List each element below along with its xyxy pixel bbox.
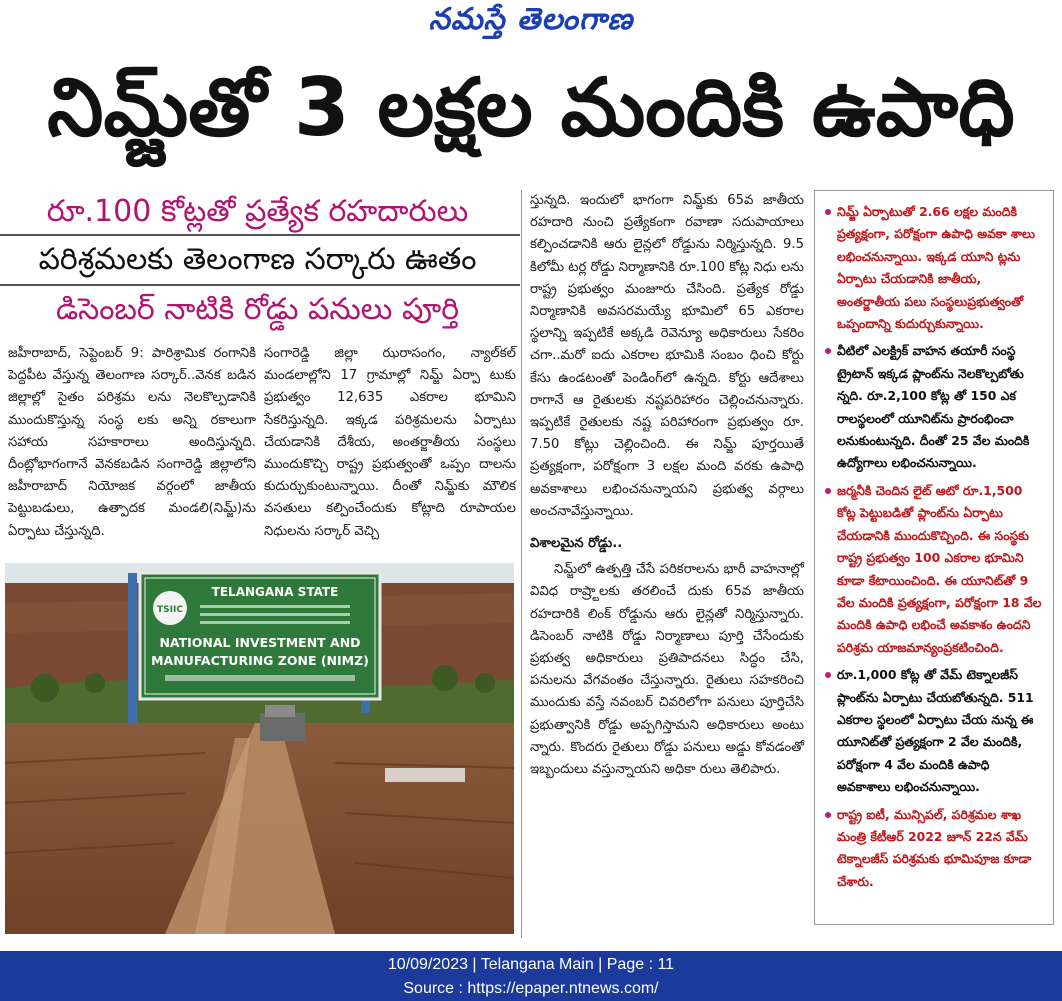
footer-bar xyxy=(0,951,1062,1001)
board-line: NATIONAL INVESTMENT AND xyxy=(159,635,361,650)
key-point-item xyxy=(825,664,1045,798)
section-heading: విశాలమైన రోడ్డు.. xyxy=(530,536,623,552)
key-point-text: రూ.1,000 కోట్ల తో వేమ్ టెక్నాలజీస్ ప్లాంట్‌ను ఏర్పాటు చేయబోతున్నది. 511 ఎకరాల స్థలంలో ఏర్పాటు చేయ నున్న ఈ యూనిట్‌తో ప్రత్యక్షంగా 2 వేల మందికి, పరోక్షంగా 4 వేల మందికి ఉపాధి అవకాశాలు లభించనున్నాయి. xyxy=(837,667,1034,795)
article-column-2 xyxy=(264,343,516,543)
article-column-3 xyxy=(530,190,804,781)
divider xyxy=(0,234,520,236)
subheading-roads: రూ.100 కోట్లతో ప్రత్యేక రహదారులు xyxy=(46,194,469,229)
bullet-icon xyxy=(825,348,831,354)
subheading-industries: పరిశ్రమలకు తెలంగాణ సర్కారు ఊతం xyxy=(38,242,477,277)
article-paragraph: సంగారెడ్డి జిల్లా ఝరాసంగం, న్యాల్‌కల్ మండలాల్లోని 17 గ్రామాల్లో నిమ్జ్ ఏర్పా టుకు ప్రభుత్వం 12,635 ఎకరాల భూమిని సేకరిస్తున్నది. ఇక్కడ పరిశ్రమలను ఏర్పాటు చేయడానికి దేశీయ, అంతర్జాతీయ సంస్థలు ముందుకొచ్చి రాష్ట్ర ప్రభుత్వంతో ఒప్పం దాలను కుదుర్చుకుంటున్నాయి. దీంతో నిమ్జ్‌కు మౌలిక వసతులు కల్పించేందుకు కోట్లాది రూపాయల నిధులను సర్కార్ వెచ్చి xyxy=(264,346,516,539)
bullet-icon xyxy=(825,812,831,818)
key-point-text: రాష్ట్ర ఐటీ, మున్సిపల్, పరిశ్రమల శాఖ మంత్రి కేటీఆర్ 2022 జూన్ 22న వేమ్ టెక్నాలజీస్ పరిశ్రమకు భూమిపూజ కూడా చేశారు. xyxy=(837,806,1032,889)
footer-source: Source : https://epaper.ntnews.com/ xyxy=(403,980,659,997)
key-points-box xyxy=(814,190,1054,925)
key-point-item xyxy=(825,340,1045,474)
key-point-text: వీటిలో ఎలక్ట్రిక్ వాహన తయారీ సంస్థ ట్రైటాన్ ఇక్కడ ప్లాంట్‌ను నెలకొల్పబోతు న్నది. రూ.2,100 కోట్ల తో 150 ఎక రాలస్థలంలో యూనిట్‌ను ప్రారంభించా లనుకుంటున్నది. దీంతో 25 వేల మందికి ఉద్యోగాలు లభించనున్నాయి. xyxy=(837,343,1030,471)
key-point-item xyxy=(825,804,1045,894)
key-point-text: జర్మనీకి చెందిన లైట్ ఆటో రూ.1,500 కోట్ల పెట్టుబడితో ప్లాంట్‌ను ఏర్పాటు చేయడానికి ముందుకొచ్చింది. ఈ సంస్థకు రాష్ట్ర ప్రభుత్వం 100 ఎకరాల భూమిని కూడా కేటాయించింది. ఈ యూనిట్‌తో 9 వేల మందికి ప్రత్యక్షంగా, పరోక్షంగా 18 వేల మందికి ఉపాధి లభించే అవకాశం ఉందని పరిశ్రమ యాజమాన్యంప్రకటించింది. xyxy=(837,482,1042,655)
bullet-icon xyxy=(825,488,831,494)
bullet-icon xyxy=(825,672,831,678)
footer-date-page: 10/09/2023 | Telangana Main | Page : 11 xyxy=(387,956,675,973)
key-point-text: నిమ్జ్ ఏర్పాటుతో 2.66 లక్షల మందికి ప్రత్యక్షంగా, పరోక్షంగా ఉపాధి అవకా శాలు లభించనున్నాయి. ఇక్కడ యూని ట్లను ఏర్పాటు చేయడానికి జాతీయ, అంతర్జాతీయ పలు సంస్థలుప్రభుత్వంతో ఒప్పందాన్ని కుదుర్చుకున్నాయి. xyxy=(837,204,1035,332)
subheading-deadline: డిసెంబర్ నాటికి రోడ్డు పనులు పూర్తి xyxy=(55,292,460,327)
article-column-1 xyxy=(8,343,256,543)
board-title: TELANGANA STATE xyxy=(211,585,339,599)
divider xyxy=(0,284,520,286)
board-logo: TSIIC xyxy=(157,605,183,615)
key-point-item xyxy=(825,480,1045,659)
key-point-item xyxy=(825,201,1045,335)
bullet-icon xyxy=(825,209,831,215)
article-paragraph: జహీరాబాద్, సెప్టెంబర్ 9: పారిశ్రామిక రంగానికి పెద్దపీట వేస్తున్న తెలంగాణ సర్కార్..వెనక బడిన జిల్లాల్లో సైతం పరిశ్రమ లను నెలకొల్పడానికి ముందుకొస్తున్న సంస్థ లకు అన్ని రకాలుగా సహాయ సహకారాలు అందిస్తున్నది. దీంట్లోభాగంగానే వెనకబడిన సంగారెడ్డి జిల్లాలోని జహీరాబాద్ నియోజక వర్గంలో జాతీయ పెట్టుబడులు, ఉత్పాదక మండలి(నిమ్జ్)ను ఏర్పాటు చేస్తున్నది. xyxy=(8,346,256,539)
board-line: MANUFACTURING ZONE (NIMZ) xyxy=(151,653,369,668)
masthead: నమస్తే తెలంగాణ xyxy=(428,2,634,37)
site-photo xyxy=(5,563,514,934)
column-divider xyxy=(521,190,522,938)
headline: నిమ్జ్‌తో 3 లక్షల మందికి ఉపాధి xyxy=(47,61,1015,154)
article-paragraph: స్తున్నది. ఇందులో భాగంగా నిమ్జ్‌కు 65వ జాతీయ రహదారి నుంచి ప్రత్యేకంగా రవాణా సదుపాయాలు కల్పించడానికి ఆరు లైన్లలో రోడ్డును నిర్మిస్తున్నది. 9.5 కిలోమీ టర్ల రోడ్డు నిర్మాణానికి రూ.100 కోట్ల నిధు లను రాష్ట్ర ప్రభుత్వం మంజూరు చేసింది. ప్రత్యేక రోడ్డు నిర్మాణానికి అవసరమయ్యే భూమిలో 65 ఎకరాల స్థలాన్ని ఇప్పటికే అక్కడి రెవెన్యూ అధికారులు సేకరిం చగా..మరో ఐదు ఎకరాల భూమికి సంబం ధించి కోర్టు కేసు ఉండటంతో పెండింగ్‌లో ఉన్నది. కోర్టు ఆదేశాలు రాగానే ఆ రైతులకు నష్టపరిహారం చెల్లించనున్నారు. ఇప్పటికే రైతులకు నష్ట పరిహారంగా ప్రభుత్వం రూ. 7.50 కోట్లు చెల్లించింది. ఈ నిమ్జ్ పూర్తయితే ప్రత్యక్షంగా, పరోక్షంగా 3 లక్షల మంది వరకు ఉపాధి అవకాశాలు లభించనున్నాయని ప్రభుత్వ వర్గాలు అంచనావేస్తున్నాయి. xyxy=(530,193,804,519)
article-paragraph: నిమ్జ్‌లో ఉత్పత్తి చేసే పరికరాలను భారీ వాహనాల్లో వివిధ రాష్ర్టాలకు తరలించే దుకు 65వ జాతీయ రహదారికి లింక్ రోడ్డును ఆరు లైన్లతో నిర్మిస్తున్నారు. డిసెంబర్ నాటికి రోడ్డు నిర్మాణాలు పూర్తి చేసేందుకు ప్రభుత్వ అధికారులు ప్రతిపాదనలు సిద్ధం చేసి, పనులను వేగవంతం చేస్తున్నారు. రైతులు సహకరించి ముందుకు వస్తే నవంబర్ చివరిలోగా పనులు పూర్తిచేసి ప్రభుత్వానికి రోడ్డు అప్పగిస్తామని అధికారులు అంటు న్నారు. కొందరు రైతులు రోడ్డు పనులు అడ్డు కోవడంతో ఇబ్బందులు వస్తున్నాయని అధికా రులు తెలిపారు. xyxy=(530,562,804,778)
